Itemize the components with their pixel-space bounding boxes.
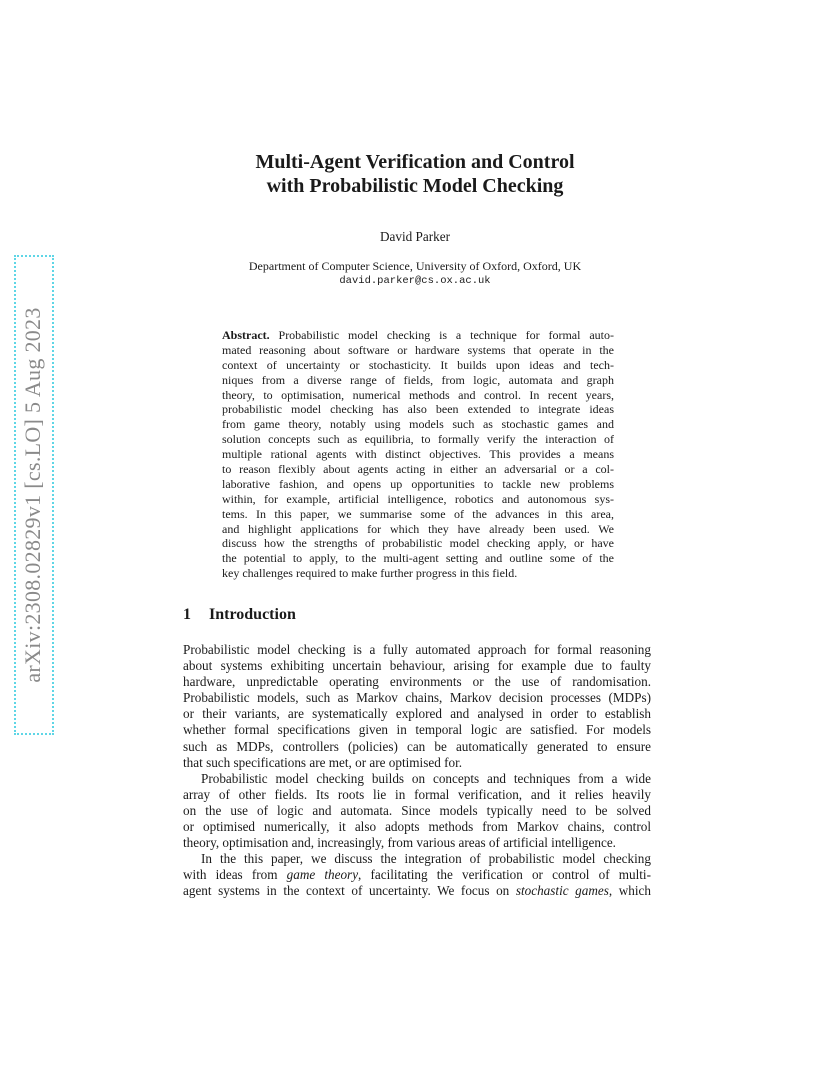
title-block: [150, 150, 680, 198]
body-line: Probabilistic model checking builds on concepts and techniques from a wide: [201, 770, 651, 786]
abstract-line: theory, to optimisation, numerical methods and control. In recent years,: [222, 387, 614, 402]
body-line: such as MDPs, controllers (policies) can be automatically generated to ensure: [183, 738, 651, 754]
abstract-line: mated reasoning about software or hardware systems that operate in the: [222, 342, 614, 357]
abstract-line: multiple rational agents with distinct objectives. This provides a means: [222, 447, 614, 462]
body-line: or their variants, are systematically explored and analysed in order to establish: [183, 706, 651, 722]
section-title: Introduction: [209, 606, 296, 623]
abstract: [222, 328, 614, 581]
body-text: [183, 642, 651, 900]
abstract-line: solution concepts such as equilibria, to formally verify the interaction of: [222, 432, 614, 447]
body-line: with ideas from game theory, facilitating the verification or control of multi-: [183, 867, 651, 883]
abstract-line: Abstract. Probabilistic model checking is a technique for formal auto-: [222, 328, 614, 342]
body-line: about systems exhibiting uncertain behaviour, arising for example due to faulty: [183, 658, 651, 674]
emphasis-stochastic-games: stochastic games: [515, 883, 609, 899]
abstract-line: from game theory, notably using models such as stochastic games and: [222, 417, 614, 432]
body-line: that such specifications are met, or are optimised for.: [183, 754, 463, 770]
abstract-line: context of uncertainty or stochasticity. It builds upon ideas and tech-: [222, 357, 614, 372]
body-line: or optimised numerically, it also adopts methods from Markov chains, control: [183, 819, 651, 835]
abstract-line: key challenges required to make further progress in this field.: [222, 566, 518, 581]
abstract-line: within, for example, artificial intelligence, robotics and autonomous sys-: [222, 491, 614, 506]
emphasis-game-theory: game theory: [286, 867, 359, 883]
title-line-1: Multi-Agent Verification and Control: [255, 151, 575, 173]
abstract-line: and highlight applications for which they have already been used. We: [222, 521, 614, 536]
body-line: In the this paper, we discuss the integration of probabilistic model checking: [201, 851, 651, 867]
abstract-line: niques from a diverse range of fields, from logic, automata and graph: [222, 372, 614, 387]
abstract-line: to reason flexibly about agents acting in either an adversarial or a col-: [222, 462, 614, 477]
author-name: David Parker: [380, 229, 450, 244]
section-number: 1: [183, 606, 191, 623]
arxiv-identifier[interactable]: arXiv:2308.02829v1 [cs.LO] 5 Aug 2023: [20, 307, 45, 683]
abstract-line: laborative fashion, and opens up opportunities to tackle new problems: [222, 476, 614, 491]
abstract-label: Abstract.: [222, 328, 270, 342]
section-heading-introduction: [183, 606, 296, 624]
body-line: agent systems in the context of uncertainty. We focus on stochastic games, which: [183, 883, 651, 899]
abstract-line: tems. In this paper, we summarise some of the advances in this area,: [222, 506, 614, 521]
body-line: Probabilistic model checking is a fully automated approach for formal reasoning: [183, 642, 651, 657]
body-line: whether formal specifications given in temporal logic are satisfied. For models: [183, 722, 651, 738]
body-line: hardware, unpredictable operating environments or the use of randomisation.: [183, 674, 651, 690]
author-email[interactable]: david.parker@cs.ox.ac.uk: [339, 275, 491, 287]
body-line: array of other fields. Its roots lie in formal verification, and it relies heavily: [183, 786, 651, 802]
body-line: theory, optimisation and, increasingly, from various areas of artificial intelligence.: [183, 835, 616, 851]
body-line: Probabilistic models, such as Markov chains, Markov decision processes (MDPs): [183, 690, 651, 706]
body-line: on the use of logic and automata. Since models typically need to be solved: [183, 802, 651, 818]
abstract-line: probabilistic model checking has also been extended to integrate ideas: [222, 402, 614, 417]
abstract-line: the potential to apply, to the multi-agent setting and outline some of the: [222, 551, 614, 566]
abstract-line: discuss how the strengths of probabilistic model checking apply, or have: [222, 536, 614, 551]
affiliation-block: [150, 259, 680, 289]
paper-title: [150, 150, 680, 198]
affiliation: Department of Computer Science, University of Oxford, Oxford, UK: [248, 259, 582, 273]
title-line-2: with Probabilistic Model Checking: [266, 175, 564, 197]
